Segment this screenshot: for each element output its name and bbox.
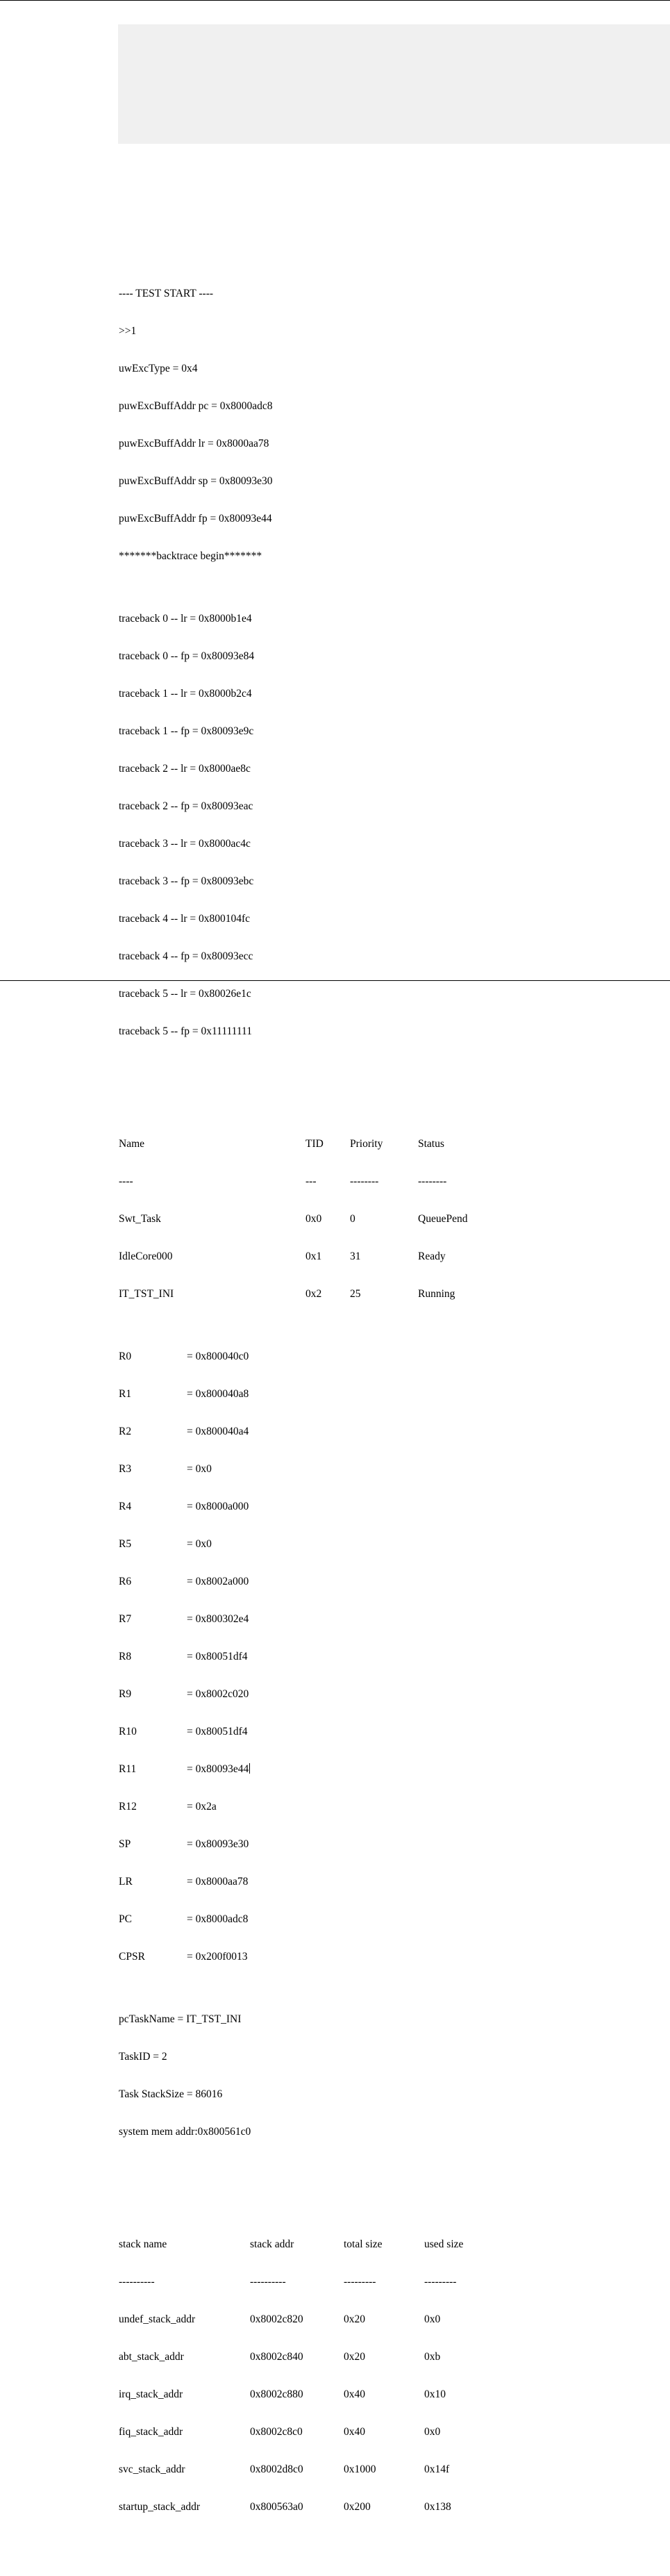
task-header-name: Name [119,1138,145,1150]
task-table-separator [119,1175,508,1188]
separator: -------- [418,1175,447,1187]
task-status: Ready [418,1250,446,1262]
page-top-rule [0,0,670,1]
stack-name: fiq_stack_addr [119,2426,183,2438]
register-row [119,1463,508,1476]
info-line: Task StackSize = 86016 [119,2088,223,2100]
task-header-status: Status [418,1138,444,1150]
separator: -------- [350,1175,379,1187]
stack-total-size: 0x1000 [344,2463,376,2475]
code-block-placeholder [118,24,670,144]
register-row [119,1351,508,1363]
task-header-tid: TID [305,1138,324,1150]
task-priority: 0 [350,1213,355,1225]
register-value: = 0x80051df4 [187,1651,248,1662]
register-row [119,1501,508,1513]
register-row [119,1763,508,1776]
console-output [119,238,508,2538]
blank-line [119,2176,508,2188]
stack-table-row [119,2501,508,2513]
stack-addr: 0x8002c8c0 [250,2426,303,2438]
separator: ---------- [250,2276,286,2288]
traceback-line: traceback 2 -- fp = 0x80093eac [119,800,253,812]
register-value: = 0x2a [187,1801,217,1813]
register-name: PC [119,1913,132,1925]
stack-table-separator [119,2276,508,2288]
register-name: R7 [119,1613,132,1625]
register-row [119,1838,508,1851]
register-value: = 0x8000adc8 [187,1913,249,1925]
traceback-line: traceback 0 -- fp = 0x80093e84 [119,650,255,662]
register-name: R4 [119,1501,132,1512]
register-name: R6 [119,1576,132,1587]
separator: --------- [424,2276,457,2288]
task-priority: 25 [350,1288,361,1300]
register-value: = 0x80093e44 [187,1763,249,1775]
traceback-line: traceback 4 -- fp = 0x80093ecc [119,950,253,962]
register-value: = 0x800040a8 [187,1388,249,1400]
console-line: *******backtrace begin******* [119,550,262,562]
task-name: Swt_Task [119,1213,161,1225]
register-row [119,1388,508,1401]
register-value: = 0x200f0013 [187,1951,248,1963]
traceback-line: traceback 2 -- lr = 0x8000ae8c [119,763,251,775]
register-name: CPSR [119,1951,145,1963]
task-header-priority: Priority [350,1138,383,1150]
info-line: pcTaskName = IT_TST_INI [119,2013,242,2025]
task-table-header [119,1138,508,1150]
register-value: = 0x800040a4 [187,1426,249,1437]
register-row [119,1876,508,1888]
task-tid: 0x0 [305,1213,322,1225]
stack-used-size: 0x0 [424,2426,441,2438]
stack-used-size: 0x10 [424,2388,446,2400]
traceback-line: traceback 1 -- fp = 0x80093e9c [119,725,254,737]
register-value: = 0x0 [187,1463,212,1475]
traceback-line: traceback 5 -- lr = 0x80026e1c [119,988,251,1000]
register-value: = 0x800302e4 [187,1613,249,1625]
text-cursor [249,1763,250,1774]
register-row [119,1613,508,1626]
task-name: IT_TST_INI [119,1288,174,1300]
register-name: R5 [119,1538,132,1550]
separator: --------- [344,2276,376,2288]
stack-used-size: 0x14f [424,2463,450,2475]
traceback-line: traceback 3 -- fp = 0x80093ebc [119,875,254,887]
stack-addr: 0x8002c880 [250,2388,303,2400]
stack-addr: 0x8002d8c0 [250,2463,303,2475]
traceback-line: traceback 1 -- lr = 0x8000b2c4 [119,688,252,700]
blank-line [119,1075,508,1088]
stack-addr: 0x800563a0 [250,2501,303,2513]
info-line: system mem addr:0x800561c0 [119,2126,251,2138]
stack-total-size: 0x20 [344,2351,365,2363]
separator: ---- [119,1175,133,1187]
stack-table-row [119,2463,508,2476]
page-bottom-rule [0,980,670,981]
stack-header-name: stack name [119,2238,167,2250]
task-table-row [119,1288,508,1301]
console-line: >>1 [119,325,137,337]
separator: --- [305,1175,317,1187]
traceback-line: traceback 4 -- lr = 0x800104fc [119,913,251,925]
stack-total-size: 0x40 [344,2426,365,2438]
register-name: R10 [119,1726,137,1737]
stack-header-total: total size [344,2238,383,2250]
console-line: puwExcBuffAddr lr = 0x8000aa78 [119,438,269,449]
stack-name: undef_stack_addr [119,2313,196,2325]
console-line: uwExcType = 0x4 [119,363,198,374]
stack-used-size: 0xb [424,2351,441,2363]
stack-table-row [119,2351,508,2363]
register-value: = 0x80051df4 [187,1726,248,1737]
stack-used-size: 0x138 [424,2501,451,2513]
console-line: puwExcBuffAddr sp = 0x80093e30 [119,475,273,487]
register-name: R8 [119,1651,132,1662]
register-row [119,1576,508,1588]
traceback-line: traceback 3 -- lr = 0x8000ac4c [119,838,251,850]
task-status: QueuePend [418,1213,468,1225]
register-name: R2 [119,1426,132,1437]
console-line: puwExcBuffAddr pc = 0x8000adc8 [119,400,273,412]
stack-name: abt_stack_addr [119,2351,184,2363]
register-name: R9 [119,1688,132,1700]
stack-used-size: 0x0 [424,2313,441,2325]
stack-table-header [119,2238,508,2251]
stack-header-used: used size [424,2238,464,2250]
task-name: IdleCore000 [119,1250,173,1262]
register-name: R0 [119,1351,132,1362]
console-line: puwExcBuffAddr fp = 0x80093e44 [119,513,272,525]
register-name: R11 [119,1763,137,1775]
stack-addr: 0x8002c820 [250,2313,303,2325]
stack-table-row [119,2426,508,2438]
task-tid: 0x1 [305,1250,322,1262]
register-value: = 0x80093e30 [187,1838,249,1850]
stack-table-row [119,2388,508,2401]
stack-name: irq_stack_addr [119,2388,183,2400]
traceback-line: traceback 0 -- lr = 0x8000b1e4 [119,613,252,625]
register-row [119,1726,508,1738]
register-value: = 0x8002c020 [187,1688,249,1700]
stack-total-size: 0x20 [344,2313,365,2325]
task-table-row [119,1250,508,1263]
register-row [119,1913,508,1926]
stack-name: startup_stack_addr [119,2501,201,2513]
console-line: ---- TEST START ---- [119,288,214,299]
register-name: R3 [119,1463,132,1475]
task-table-row [119,1213,508,1225]
register-value-with-caret [187,1763,250,1776]
info-line: TaskID = 2 [119,2051,167,2063]
register-row [119,1688,508,1701]
register-row [119,1801,508,1813]
register-name: R12 [119,1801,137,1813]
separator: ---------- [119,2276,155,2288]
register-name: LR [119,1876,133,1888]
register-row [119,1426,508,1438]
task-status: Running [418,1288,455,1300]
traceback-line: traceback 5 -- fp = 0x11111111 [119,1025,252,1037]
task-tid: 0x2 [305,1288,322,1300]
stack-name: svc_stack_addr [119,2463,185,2475]
task-priority: 31 [350,1250,361,1262]
register-row [119,1951,508,1963]
register-value: = 0x8002a000 [187,1576,249,1587]
register-value: = 0x8000a000 [187,1501,249,1512]
register-name: R1 [119,1388,132,1400]
stack-table-row [119,2313,508,2326]
stack-addr: 0x8002c840 [250,2351,303,2363]
register-name: SP [119,1838,131,1850]
register-row [119,1538,508,1551]
stack-total-size: 0x200 [344,2501,371,2513]
register-value: = 0x800040c0 [187,1351,249,1362]
stack-header-addr: stack addr [250,2238,294,2250]
stack-total-size: 0x40 [344,2388,365,2400]
register-value: = 0x8000aa78 [187,1876,249,1888]
register-value: = 0x0 [187,1538,212,1550]
register-row [119,1651,508,1663]
